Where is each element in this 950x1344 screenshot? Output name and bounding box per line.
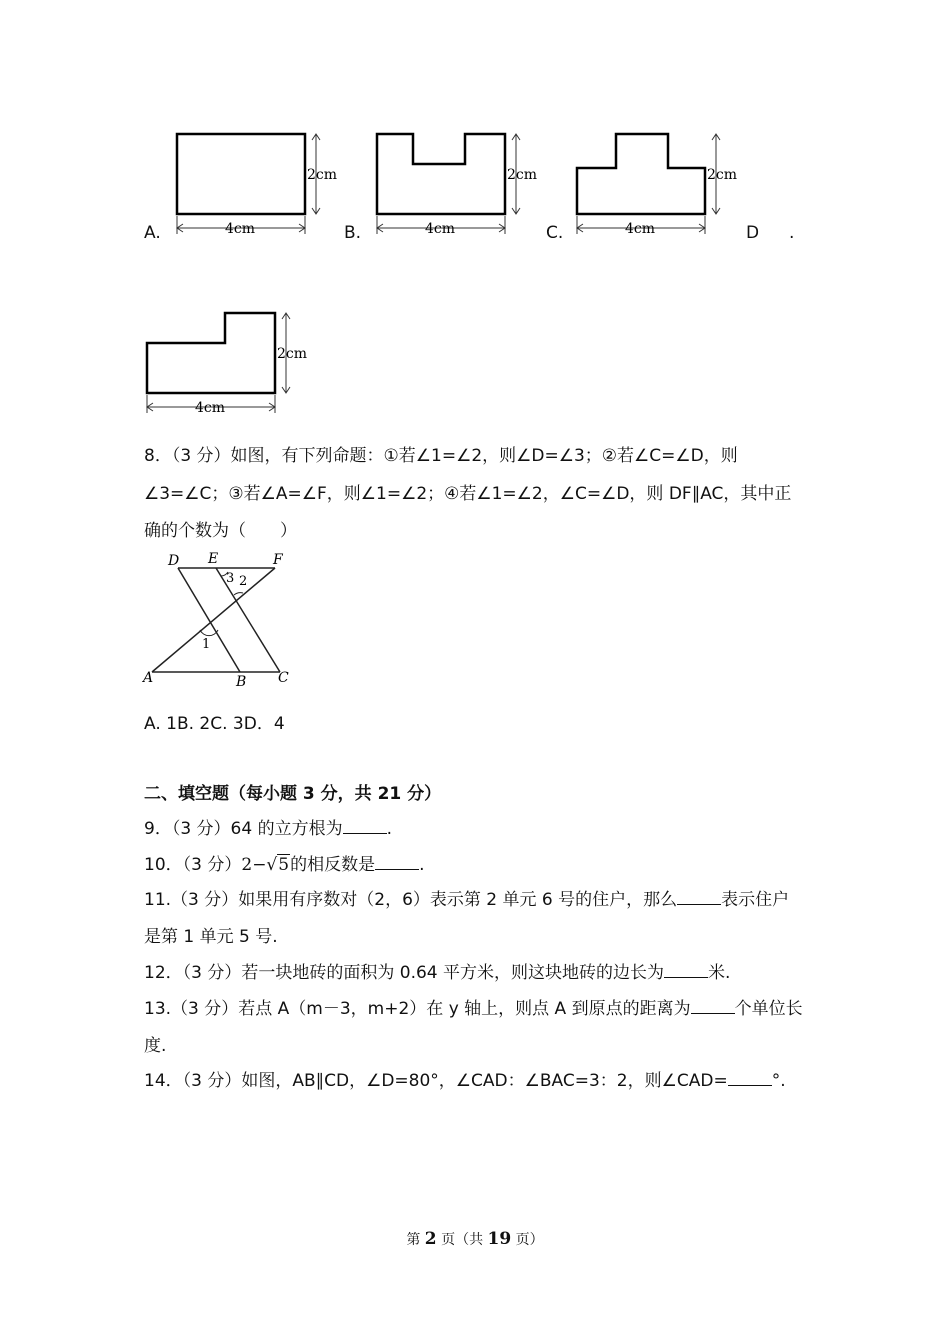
- svg-text:2: 2: [239, 574, 248, 589]
- option-label-d-dot: .: [789, 223, 795, 243]
- svg-text:F: F: [273, 552, 283, 568]
- svg-text:D: D: [168, 553, 180, 569]
- figure-raised-center: [570, 128, 745, 240]
- width-label: 4cm: [225, 221, 256, 237]
- option-label-a: A.: [144, 223, 161, 243]
- q9: 9．（3 分）64 的立方根为 .: [144, 819, 392, 839]
- option-label-c: C.: [546, 223, 564, 243]
- option-label-b: B.: [344, 223, 362, 243]
- figure-rectangle: [170, 128, 345, 240]
- answer-blank: [677, 888, 721, 905]
- section-title: 二、填空题（每小题 3 分，共 21 分）: [144, 784, 442, 804]
- q11-line-2: 是第 1 单元 5 号.: [144, 927, 278, 947]
- svg-text:B: B: [236, 674, 247, 690]
- answer-blank: [375, 853, 419, 870]
- svg-text:1: 1: [202, 637, 211, 652]
- q8-figure: [140, 548, 300, 690]
- answer-blank: [343, 817, 387, 834]
- answer-blank: [691, 997, 735, 1014]
- option-label-d: D: [746, 223, 760, 243]
- svg-text:E: E: [208, 551, 219, 567]
- svg-text:2cm: 2cm: [277, 346, 308, 362]
- figure-step-right: [140, 307, 315, 419]
- figure-notched-top: [370, 128, 545, 240]
- answer-blank: [728, 1069, 772, 1086]
- svg-text:C: C: [278, 670, 289, 686]
- svg-text:4cm: 4cm: [425, 221, 456, 237]
- q8-line-2: ∠3=∠C；③若∠A=∠F，则∠1=∠2；④若∠1=∠2，∠C=∠D，则 DF∥AC，其中正: [144, 484, 792, 504]
- q8-answer-options: A. 1B. 2C. 3D．4: [144, 714, 285, 734]
- page-footer: 第 2 页（共 19 页）: [406, 1229, 544, 1249]
- answer-blank: [664, 961, 708, 978]
- q12: 12．（3 分）若一块地砖的面积为 0.64 平方米，则这块地砖的边长为 米.: [144, 963, 731, 983]
- svg-text:A: A: [143, 670, 154, 686]
- height-label: 2cm: [307, 167, 338, 183]
- q13-line-2: 度.: [144, 1036, 167, 1056]
- q8-line-1: 8．（3 分）如图，有下列命题：①若∠1=∠2，则∠D=∠3；②若∠C=∠D，则: [144, 446, 738, 466]
- svg-text:4cm: 4cm: [625, 221, 656, 237]
- q11-line-1: 11.（3 分）如果用有序数对（2，6）表示第 2 单元 6 号的住户，那么 表示住户: [144, 890, 790, 910]
- q14: 14．（3 分）如图，AB∥CD，∠D=80°，∠CAD：∠BAC=3：2，则∠CAD= °.: [144, 1071, 786, 1091]
- svg-text:4cm: 4cm: [195, 400, 226, 416]
- q10: 10．（3 分）2−√5的相反数是 .: [144, 855, 425, 875]
- q13-line-1: 13.（3 分）若点 A（m－3，m+2）在 y 轴上，则点 A 到原点的距离为 个单位长: [144, 999, 803, 1019]
- svg-text:2cm: 2cm: [707, 167, 738, 183]
- q8-line-3: 确的个数为（ ）: [144, 521, 297, 541]
- svg-text:2cm: 2cm: [507, 167, 538, 183]
- svg-text:3: 3: [226, 571, 235, 586]
